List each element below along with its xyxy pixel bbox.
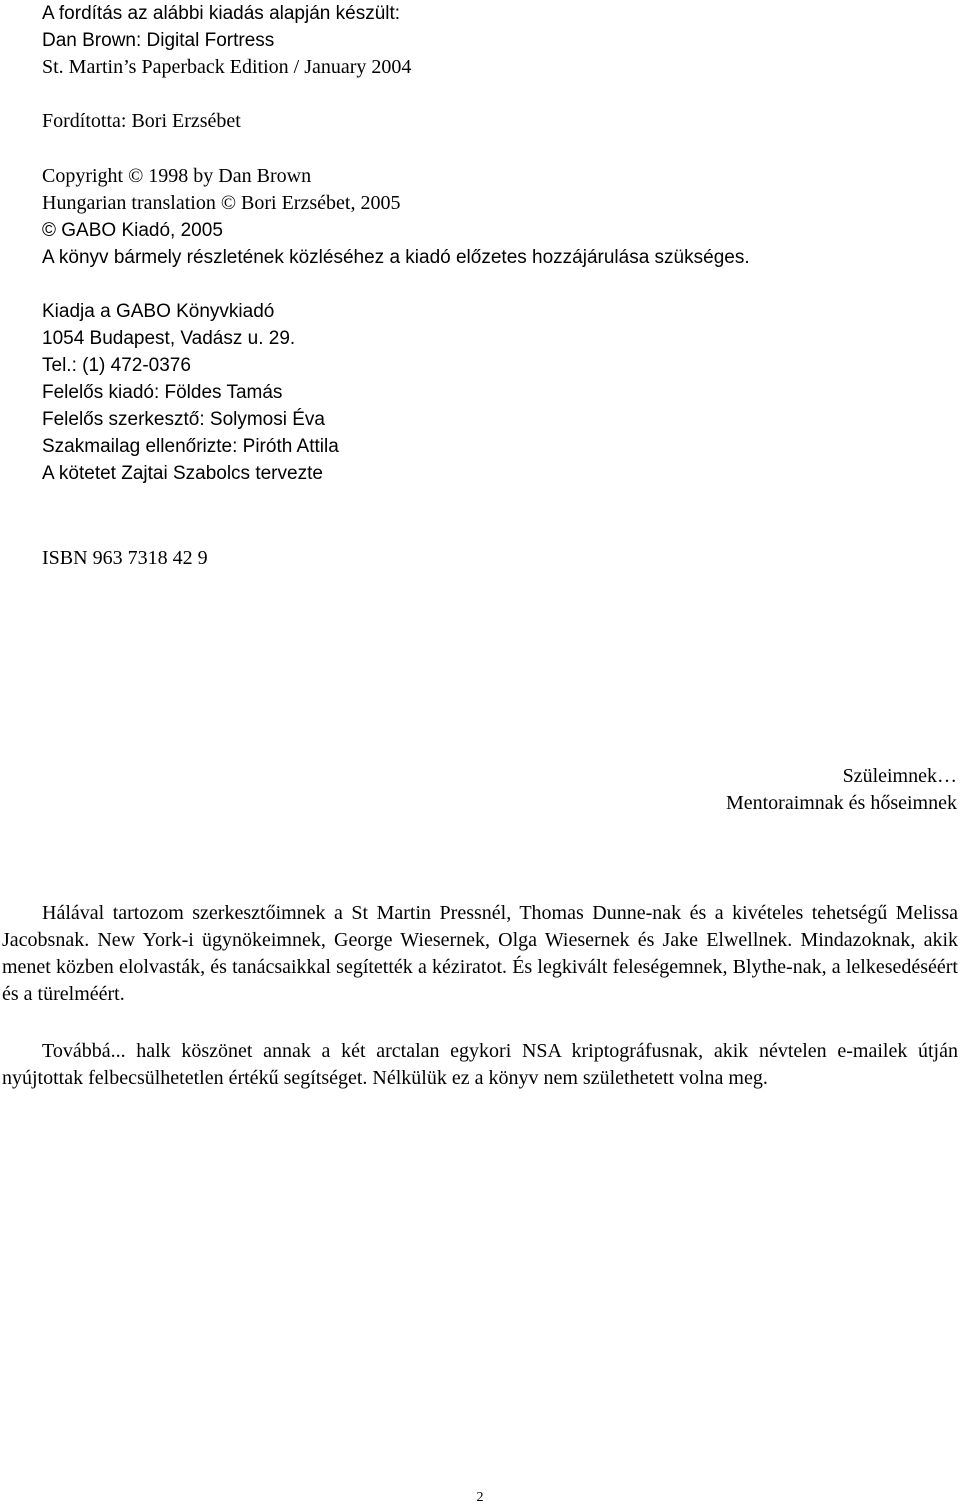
acknowledgements-paragraph-2 bbox=[2, 1038, 958, 1092]
publisher-name-line: Kiadja a GABO Könyvkiadó bbox=[42, 301, 275, 322]
isbn-line: ISBN 963 7318 42 9 bbox=[42, 547, 208, 569]
edition-publisher-line: St. Martin’s Paperback Edition / January 2004 bbox=[42, 56, 412, 78]
rights-notice-line: A könyv bármely részletének közléséhez a kiadó előzetes hozzájárulása szükséges. bbox=[42, 247, 750, 268]
publisher-copyright-line: © GABO Kiadó, 2005 bbox=[42, 220, 223, 241]
responsible-publisher-line: Felelős kiadó: Földes Tamás bbox=[42, 382, 283, 403]
edition-note-line: A fordítás az alábbi kiadás alapján készült: bbox=[42, 3, 401, 24]
edition-title-line: Dan Brown: Digital Fortress bbox=[42, 30, 275, 51]
acknowledgements-text-1: Hálával tartozom szerkesztőimnek a St Martin Pressnél, Thomas Dunne-nak és a kivételes tehetségű Melissa Jacobsnak. New York-i ügynökeimnek, George Wiesernek, Olga Wiesernek és Jake Elwellnek. Mindazoknak, akik menet közben elolvasták, és tanácsaikkal segítették a kéziratot. És legkivált feleségemnek, Blythe-nak, a lelkesedéséért és a türelméért. bbox=[2, 902, 958, 1005]
page-number: 2 bbox=[476, 1490, 484, 1505]
translation-copyright-line: Hungarian translation © Bori Erzsébet, 2005 bbox=[42, 192, 401, 214]
acknowledgements-paragraph-1 bbox=[2, 900, 958, 1008]
acknowledgements-text-2: Továbbá... halk köszönet annak a két arctalan egykori NSA kriptográfusnak, akik névtelen e-mailek útján nyújtottak felbecsülhetetlen értékű segítséget. Nélkülük ez a könyv nem születhetett volna meg. bbox=[2, 1040, 958, 1089]
publisher-phone-line: Tel.: (1) 472-0376 bbox=[42, 355, 191, 376]
publisher-address-line: 1054 Budapest, Vadász u. 29. bbox=[42, 328, 296, 349]
dedication-parents: Szüleimnek… bbox=[842, 765, 957, 787]
technical-reviewer-line: Szakmailag ellenőrizte: Piróth Attila bbox=[42, 436, 339, 457]
responsible-editor-line: Felelős szerkesztő: Solymosi Éva bbox=[42, 409, 325, 430]
translator-line: Fordította: Bori Erzsébet bbox=[42, 110, 241, 132]
copyright-line: Copyright © 1998 by Dan Brown bbox=[42, 165, 312, 187]
dedication-mentors: Mentoraimnak és hőseimnek bbox=[725, 792, 957, 814]
cover-designer-line: A kötetet Zajtai Szabolcs tervezte bbox=[42, 463, 323, 484]
